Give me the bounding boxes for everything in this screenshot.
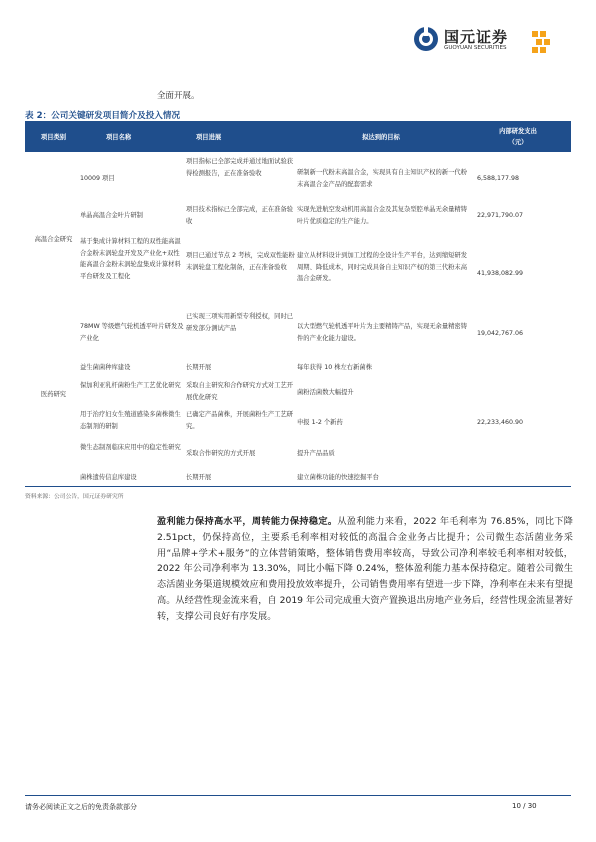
table-row-progress: 项目已通过节点 2 考核，完成双性能粉末涡轮盘工程化制备，正在准备验收: [186, 252, 295, 271]
page-number: 10 / 30: [512, 802, 537, 810]
table-row-name: 微生态制剂临床应用中的稳定性研究: [80, 444, 181, 451]
header-name: 项目名称: [106, 134, 132, 141]
paragraph-lead: 盈利能力保持高水平，周转能力保持稳定。: [157, 516, 338, 527]
table-row-name: 10009 项目: [80, 175, 115, 182]
table-row-amount: 19,042,767.06: [477, 330, 524, 337]
table-row-name: 用于治疗妇女生殖道感染多菌株微生态制剂的研制: [80, 411, 181, 430]
table-row-progress: 采取自主研究和合作研究方式对工艺开展优化研究: [186, 382, 294, 401]
table-title: 表 2：公司关键研发项目简介及投入情况: [25, 111, 181, 121]
table-bottom-rule: [25, 486, 571, 487]
table-row-progress: 已确定产品菌株，开展菌粉生产工艺研究。: [186, 411, 294, 430]
table-row-amount: 41,938,082.99: [477, 270, 524, 277]
brand-logo-icon: [412, 25, 440, 53]
table-row-name: 益生菌菌种库建设: [80, 364, 131, 371]
table-row-progress: 项目指标已全部完成并通过地面试验获得检测报告，正在准备验收: [186, 158, 294, 177]
footer-rule: [25, 795, 571, 796]
table-row-goal: 建立菌株功能的快速挖掘平台: [297, 474, 379, 481]
category-cell: 高温合金研究: [34, 236, 73, 243]
table-row-goal: 建立从材料设计到加工过程的全设计生产平台，达到缩短研发周期、降低成本，同时完成具备自主知识产权的第三代粉末高温合金研发。: [297, 252, 468, 282]
table-row-progress: 长期开展: [186, 474, 212, 481]
header-amount-line2: （元）: [508, 138, 528, 146]
table-row-progress: 项目技术指标已全部完成，正在准备验收: [186, 206, 294, 225]
header-category: 项目类别: [40, 134, 67, 141]
header-goal: 拟达到的目标: [362, 134, 400, 141]
body-paragraph: [157, 514, 573, 625]
table-row-name: 基于集成计算材料工程的双性能高温合金粉末涡轮盘开发及产业化+双性能高温合金粉末涡轮盘集成计算材料平台研发及工程化: [80, 238, 181, 280]
brand-name: 国元证券: [444, 28, 509, 46]
paragraph-body: 从盈利能力来看，2022 年毛利率为 76.85%，同比下降 2.51pct，仍保持高位，主要系毛利率相对较低的高温合金业务占比提升；公司微生态活菌业务采用“品牌+学术+服务”的立体营销策略，整体销售费用率较高，导致公司净利率较毛利率相对较低，2022 年公司净利率为 13.30%，同比小幅下降 0.24%，整体盈利能力基本保持稳定。随着公司微生态活菌业务渠道规模效应和费用投放效率提升，公司销售费用率有望进一步下降，净利率在未来有望提高。从经营性现金流来看，自 2019 年公司完成重大资产置换退出房地产业务后，经营性现金流显著好转，支撑公司良好有序发展。: [157, 516, 573, 622]
table-row-name: 单晶高温合金叶片研制: [80, 212, 143, 219]
table-row-goal: 提升产品品质: [297, 450, 335, 457]
brand-subtitle: GUOYUAN SECURITIES: [444, 45, 507, 51]
table-row-name: 菌株遗传信息库建设: [80, 474, 137, 481]
table-header: [25, 121, 571, 152]
table-row-amount: 6,588,177.98: [477, 175, 520, 182]
category-cell: 医药研究: [40, 391, 67, 398]
table-row-goal: 每年获得 10 株左右新菌株: [297, 364, 372, 371]
table-source: 资料来源：公司公告，国元证券研究所: [25, 494, 124, 500]
intro-text: 全面开展。: [157, 91, 200, 101]
table-row-goal: 以大型燃气轮机透平叶片为主要精铸产品，实现无余量精密铸件的产业化能力建设。: [297, 323, 468, 342]
brand-logo: [412, 25, 542, 55]
header-progress: 项目进展: [196, 134, 222, 141]
table-row-progress: 采取合作研究的方式开展: [186, 450, 256, 457]
table-row-goal: 申报 1-2 个新药: [297, 419, 343, 426]
table-body: [25, 152, 571, 486]
header-amount: [465, 121, 571, 152]
header-amount-line1: 内部研发支出: [499, 127, 537, 135]
table-row-name: 78MW 等级燃气轮机透平叶片研发及产业化: [80, 323, 184, 342]
brand-pattern-icon: [532, 31, 552, 53]
footer-disclaimer: 请务必阅读正文之后的免责条款部分: [25, 803, 137, 811]
table-row-amount: 22,233,460.90: [477, 419, 524, 426]
table-row-progress: 已实现三项实用新型专利授权，同时已研发部分测试产品: [186, 313, 294, 332]
table-row-progress: 长期开展: [186, 364, 212, 371]
table-row-goal: 研制新一代粉末高温合金，实现具有自主知识产权的新一代粉末高温合金产品的配套需求: [297, 169, 468, 188]
table-row-goal: 菌粉活菌数大幅提升: [297, 389, 354, 396]
table-row-name: 保加利亚乳杆菌粉生产工艺优化研究: [80, 382, 181, 389]
table-row-amount: 22,971,790.07: [477, 212, 524, 219]
table-row-goal: 实现先进航空发动机用高温合金及其复杂型腔单晶无余量精铸叶片优质稳定的生产能力。: [297, 206, 468, 225]
